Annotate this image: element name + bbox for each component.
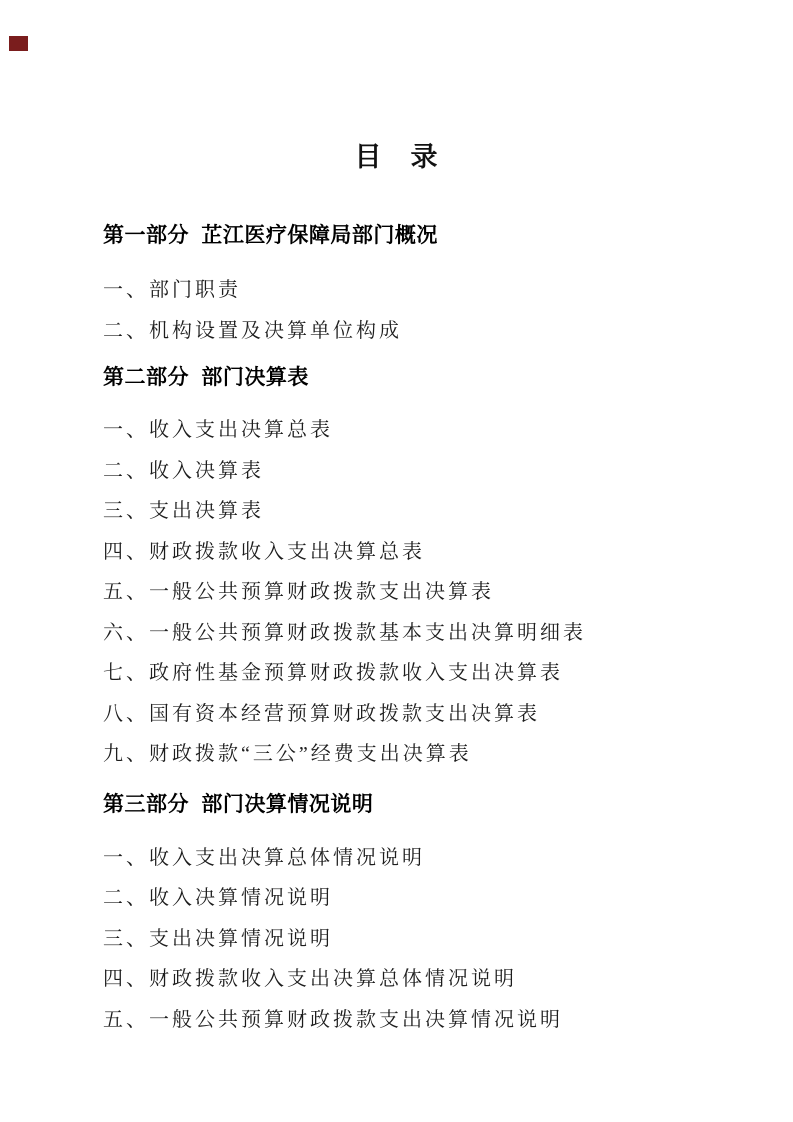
toc-item: 四、财政拨款收入支出决算总表: [103, 540, 425, 563]
toc-item: 七、政府性基金预算财政拨款收入支出决算表: [103, 662, 563, 684]
toc-item: 八、国有资本经营预算财政拨款支出决算表: [103, 702, 540, 725]
section-heading-part2: 第二部分 部门决算表: [103, 366, 309, 389]
section-3-items: [103, 819, 793, 1041]
toc-item: 三、支出决算情况说明: [103, 927, 333, 950]
toc-item: 三、支出决算表: [103, 500, 264, 522]
section-heading-part1: 第一部分 芷江医疗保障局部门概况: [103, 224, 438, 247]
toc-item: 二、收入决算情况说明: [103, 887, 333, 909]
toc-item: 五、一般公共预算财政拨款支出决算表: [103, 581, 494, 603]
toc-item: 四、财政拨款收入支出决算总体情况说明: [103, 968, 517, 990]
toc-item: 二、机构设置及决算单位构成: [103, 319, 402, 342]
section-2-items: [103, 392, 793, 775]
toc-item: 五、一般公共预算财政拨款支出决算情况说明: [103, 1008, 563, 1031]
toc-item: 九、财政拨款“三公”经费支出决算表: [103, 743, 472, 765]
page-title: 目 录: [354, 142, 439, 172]
toc-item: 一、收入支出决算总体情况说明: [103, 846, 425, 869]
toc-item: 一、部门职责: [103, 279, 241, 301]
toc-item: 六、一般公共预算财政拨款基本支出决算明细表: [103, 621, 586, 644]
table-of-contents: [0, 222, 793, 1040]
section-1-items: [103, 250, 793, 351]
corner-stamp-mark: [9, 36, 28, 51]
toc-item: 二、收入决算表: [103, 459, 264, 482]
section-heading-part3: 第三部分 部门决算情况说明: [103, 792, 374, 816]
toc-item: 一、收入支出决算总表: [103, 419, 333, 441]
